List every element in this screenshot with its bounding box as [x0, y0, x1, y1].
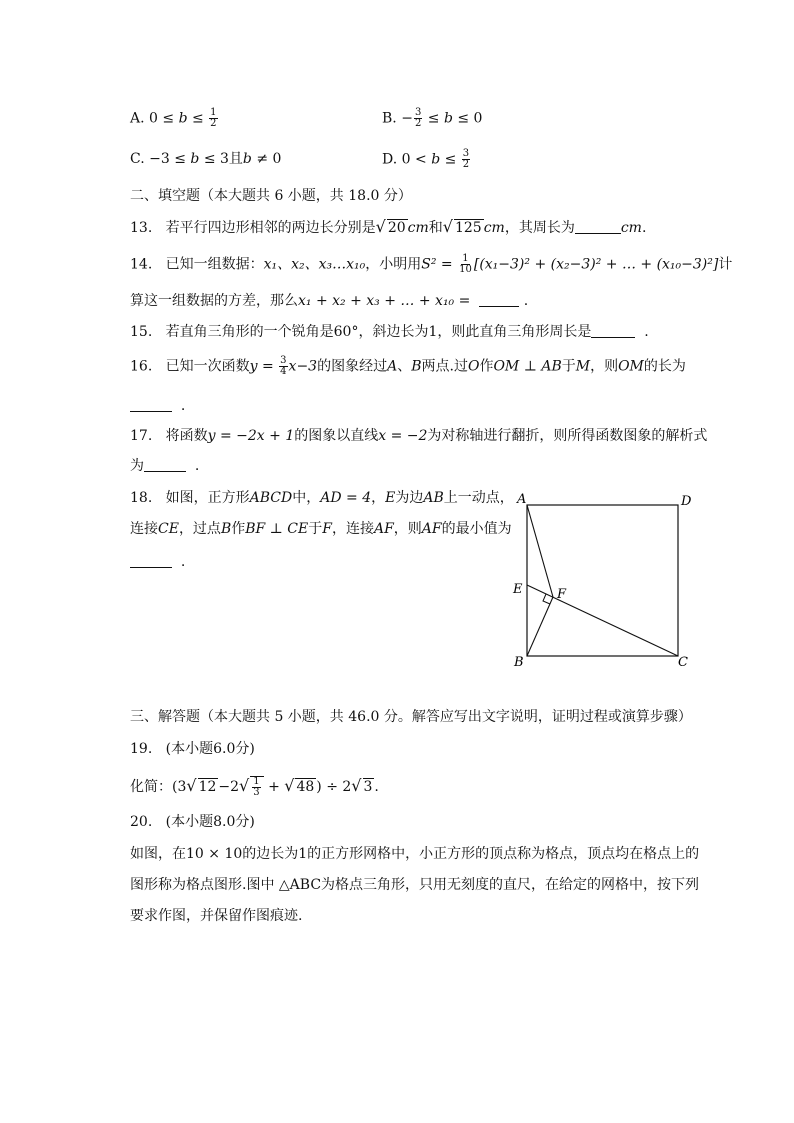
option-b-var: b — [443, 110, 453, 127]
q16-number: 16. — [130, 358, 153, 375]
option-b-fraction — [414, 108, 422, 129]
q18-end: . — [180, 554, 186, 570]
q14-frac-num: 1 — [462, 253, 469, 264]
q17-text-2: 的图象以直线 — [294, 428, 379, 444]
q18-af-2: AF — [421, 521, 442, 537]
q18-l2-2: ，过点 — [178, 521, 221, 537]
q15-length: 1 — [428, 324, 438, 340]
option-a — [130, 108, 219, 129]
sqrt-symbol: √ — [442, 217, 453, 236]
q19-radicand-1: 12 — [198, 779, 217, 795]
option-c-label: C. — [130, 151, 145, 167]
q19-number: 19. — [130, 741, 153, 757]
question-19-header — [130, 739, 255, 759]
q13-end: . — [641, 220, 647, 236]
question-16-line-2 — [130, 396, 185, 416]
option-c-var2: b — [242, 151, 252, 167]
option-c-var: b — [190, 151, 200, 167]
question-18-line-2 — [130, 519, 512, 539]
question-14-line-1 — [130, 254, 732, 275]
q16-frac-den: 4 — [280, 366, 287, 377]
q15-answer-blank[interactable] — [591, 323, 635, 338]
label-e: E — [513, 582, 523, 597]
q18-number: 18. — [130, 490, 153, 506]
q20-line-2: 图形称为格点图形.图中 △ABC为格点三角形，只用无刻度的直尺，在给定的网格中，按下列 — [130, 877, 700, 893]
q19-sqrt-fraction — [250, 776, 263, 798]
question-13 — [130, 217, 646, 238]
option-a-den: 2 — [210, 118, 217, 129]
q14-sum: x₁ + x₂ + x₃ + … + x₁₀ = — [298, 293, 475, 309]
q16-text-1: 已知一次函数 — [165, 358, 250, 375]
q16-text-2: 的图象经过 — [317, 358, 388, 375]
q17-text-1: 将函数 — [165, 428, 208, 444]
q15-text-3: ，则此直角三角形周长是 — [437, 324, 592, 340]
q18-l2-6: ，则 — [393, 521, 422, 537]
q18-e: E — [385, 490, 396, 506]
q15-text-2: ，斜边长为 — [358, 324, 429, 340]
q14-end: . — [523, 293, 529, 309]
option-d-pre: 0 < — [401, 151, 432, 168]
q19-radicand-3: 3 — [363, 779, 373, 795]
sqrt-symbol: √ — [351, 776, 362, 795]
q17-line2-text: 为 — [130, 458, 144, 474]
q20-score: (本小题8.0分) — [165, 814, 255, 830]
q18-af: AF — [373, 521, 394, 537]
label-c: C — [678, 655, 688, 670]
q13-answer-blank[interactable] — [575, 219, 621, 234]
q17-number: 17. — [130, 428, 153, 444]
q17-text-3: 为对称轴进行翻折，则所得函数图象的解析式 — [427, 428, 708, 444]
q18-l2-4: 于 — [308, 521, 323, 537]
question-18-line-3 — [130, 552, 185, 572]
q19-frac-num: 1 — [253, 775, 260, 787]
q15-text-1: 若直角三角形的一个锐角是 — [165, 324, 334, 340]
question-15 — [130, 322, 649, 342]
option-c-post: ≠ 0 — [251, 151, 282, 167]
question-17-line-2 — [130, 456, 199, 476]
option-c-pre: −3 ≤ — [149, 151, 191, 167]
option-a-var: b — [178, 110, 188, 127]
q16-om-perp: OM ⊥ AB — [493, 358, 562, 375]
option-b-mid: ≤ — [423, 110, 444, 127]
label-d: D — [681, 494, 692, 509]
option-b-pre: − — [401, 110, 413, 127]
q19-pre: 化简：(3 — [130, 779, 187, 795]
q14-number: 14. — [130, 256, 153, 273]
q16-text-7: 的长为 — [643, 358, 686, 375]
question-17 — [130, 426, 707, 446]
q14-fraction — [458, 254, 473, 275]
q15-end: . — [644, 324, 649, 340]
q19-frac-den: 3 — [253, 786, 260, 798]
q18-abcd: ABCD — [249, 490, 293, 506]
q18-l2-7: 的最小值为 — [441, 521, 512, 537]
q13-mid: 和 — [428, 220, 443, 236]
q16-fraction — [279, 356, 287, 377]
q16-y-eq: y = — [249, 358, 279, 375]
q18-b: B — [220, 521, 232, 537]
q18-f: F — [322, 521, 332, 537]
option-d-den: 2 — [462, 159, 470, 170]
q17-end: . — [194, 458, 200, 474]
option-b-num: 3 — [414, 107, 422, 118]
option-d-label: D. — [382, 151, 398, 168]
q16-om: OM — [618, 358, 644, 375]
option-c-mid: ≤ 3且 — [199, 151, 243, 167]
q18-text-1: 如图，正方形 — [165, 490, 250, 506]
q14-answer-blank[interactable] — [479, 292, 519, 307]
q13-radicand-1: 20 — [387, 220, 406, 236]
sqrt-symbol: √ — [186, 776, 197, 795]
q16-text-6: ，则 — [590, 358, 619, 375]
q16-point-b: B — [411, 358, 422, 375]
q16-point-m: M — [575, 358, 591, 375]
label-f: F — [557, 587, 567, 602]
question-16 — [130, 356, 686, 377]
q20-line-3: 要求作图，并保留作图痕迹. — [130, 908, 303, 924]
sqrt-symbol: √ — [375, 217, 386, 236]
option-b-den: 2 — [414, 118, 422, 129]
sqrt-symbol: √ — [239, 776, 250, 795]
q17-function: y = −2x + 1 — [207, 428, 295, 444]
q18-text-2: 中， — [292, 490, 321, 506]
segment-bf — [527, 597, 553, 656]
q14-frac-den: 10 — [459, 264, 472, 275]
q13-unit-3: cm — [620, 220, 642, 236]
question-14-line-2 — [130, 291, 528, 311]
q20-number: 20. — [130, 814, 153, 830]
q14-data-list: x₁、x₂、x₃…x₁₀ — [263, 256, 366, 273]
q16-x-part: x−3 — [288, 358, 318, 375]
q18-l2-5: ，连接 — [331, 521, 374, 537]
q18-square-figure — [505, 488, 705, 673]
option-c — [130, 149, 281, 169]
q16-text-3: 两点.过 — [421, 358, 468, 375]
q14-mid: ，小明用 — [365, 256, 422, 273]
q20-line-1: 如图，在10 × 10的边长为1的正方形网格中，小正方形的顶点称为格点，顶点均在格点上的 — [130, 846, 700, 862]
q18-bf-perp: BF ⊥ CE — [245, 521, 309, 537]
q15-angle: 60° — [333, 324, 359, 340]
q19-score: (本小题6.0分) — [165, 741, 255, 757]
q19-mid-2: ) ÷ 2 — [316, 779, 352, 795]
label-b: B — [514, 655, 524, 670]
q18-ad: AD = 4 — [320, 490, 372, 506]
option-a-label: A. — [130, 110, 145, 127]
option-a-text: 0 ≤ — [149, 110, 179, 127]
q13-post: ，其周长为 — [504, 220, 575, 236]
q16-answer-blank[interactable] — [130, 397, 172, 412]
q13-radicand-2: 125 — [454, 220, 482, 236]
q16-frac-num: 3 — [280, 355, 287, 366]
q19-mid-1: −2 — [218, 779, 240, 795]
q18-answer-blank[interactable] — [130, 553, 172, 568]
q18-text-5: 上一动点， — [443, 490, 514, 506]
q19-plus: + — [263, 779, 285, 795]
q18-text-3: ， — [371, 490, 386, 506]
question-18 — [130, 488, 514, 508]
q13-text: 若平行四边形相邻的两边长分别是 — [165, 220, 376, 236]
q17-line: x = −2 — [378, 428, 428, 444]
q16-point-a: A — [387, 358, 398, 375]
q18-l2-3: 作 — [231, 521, 246, 537]
q16-text-5: 于 — [561, 358, 576, 375]
q15-number: 15. — [130, 324, 153, 340]
option-b-post: ≤ 0 — [452, 110, 483, 127]
q18-l2-1: 连接 — [130, 521, 158, 537]
q13-unit-1: cm — [407, 220, 429, 236]
q17-answer-blank[interactable] — [144, 457, 186, 472]
segment-af — [527, 505, 553, 597]
q14-formula-lhs: S² = — [421, 256, 458, 273]
segment-ce — [527, 585, 678, 656]
q14-line1-end: 计 — [718, 256, 733, 273]
option-b-label: B. — [382, 110, 397, 127]
q14-text: 已知一组数据： — [165, 256, 264, 273]
q19-end: . — [374, 779, 379, 795]
sqrt-symbol: √ — [284, 776, 295, 795]
option-a-num: 1 — [210, 107, 217, 118]
option-d-fraction — [462, 149, 470, 170]
q16-end: . — [180, 398, 186, 414]
q18-ab: AB — [423, 490, 444, 506]
option-a-mid: ≤ — [187, 110, 209, 127]
question-20-header — [130, 812, 255, 832]
q16-text-4: 作 — [479, 358, 494, 375]
square-abcd — [527, 505, 678, 656]
q16-point-o: O — [467, 358, 480, 375]
option-d-var: b — [431, 151, 441, 168]
q13-unit-2: cm — [483, 220, 505, 236]
q14-formula-rhs: [(x₁−3)² + (x₂−3)² + … + (x₁₀−3)²] — [473, 256, 719, 273]
q19-radicand-2: 48 — [296, 779, 315, 795]
section-2-heading: 二、填空题（本大题共 6 小题，共 18.0 分） — [130, 188, 412, 204]
q16-sep: 、 — [397, 358, 412, 375]
option-d — [382, 149, 471, 170]
option-d-num: 3 — [462, 148, 470, 159]
q18-text-4: 为边 — [395, 490, 424, 506]
q18-ce: CE — [158, 521, 179, 537]
label-a: A — [517, 492, 527, 507]
q14-line2-text: 算这一组数据的方差，那么 — [130, 293, 298, 309]
option-a-fraction — [209, 108, 217, 129]
q13-number: 13. — [130, 220, 153, 236]
option-d-mid: ≤ — [440, 151, 461, 168]
section-3-heading: 三、解答题（本大题共 5 小题，共 46.0 分。解答应写出文字说明，证明过程或演算步骤） — [130, 709, 692, 725]
q19-fraction — [252, 777, 260, 798]
option-b — [382, 108, 482, 129]
question-19-body — [130, 774, 379, 799]
